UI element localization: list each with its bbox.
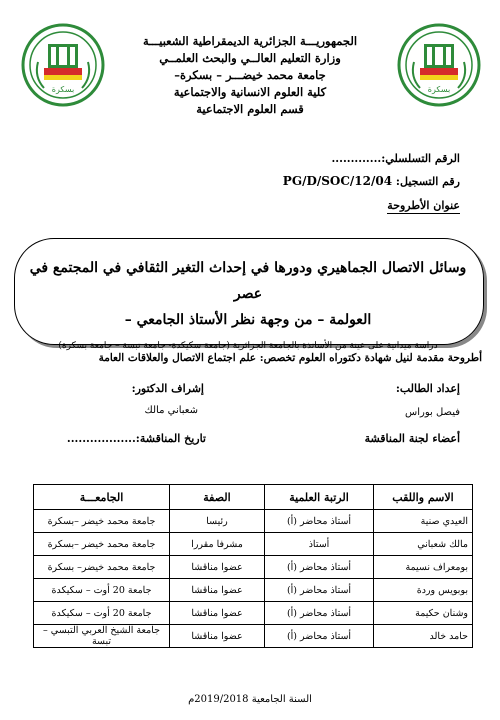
cell-university: جامعة 20 أوت – سكيكدة — [34, 579, 170, 602]
cell-name: وشنان حكيمة — [374, 602, 473, 625]
university-seal-icon — [396, 22, 482, 108]
supervisor-name: شعباني مالك — [144, 405, 198, 416]
cell-role: عضوا مناقشا — [170, 556, 265, 579]
cell-rank: أستاذ — [265, 533, 374, 556]
jury-table — [33, 484, 473, 648]
academic-year: السنة الجامعية 2019/2018م — [188, 694, 312, 705]
header-line-republic: الجمهوريـــة الجزائرية الديمقراطية الشعبيـــة — [142, 34, 358, 48]
registration-value: 04/PG/D/SOC/12 — [282, 174, 393, 188]
degree-statement: أطروحة مقدمة لنيل شهادة دكتوراه العلوم تخصص: علم اجتماع الاتصال والعلاقات العامة — [98, 352, 482, 364]
table-row — [34, 602, 473, 625]
cell-name: العيدي صنية — [374, 510, 473, 533]
thesis-title-line2: العولمة – من وجهة نظر الأستاذ الجامعي – — [124, 312, 372, 328]
cell-university: جامعة محمد خيضر –بسكرة — [34, 533, 170, 556]
student-name: فيصل بوراس — [405, 407, 460, 418]
registration-number — [283, 174, 460, 188]
institution-header — [110, 33, 390, 118]
cell-role: عضوا مناقشا — [170, 602, 265, 625]
cell-role: عضوا مناقشا — [170, 579, 265, 602]
thesis-title — [28, 255, 468, 353]
cell-rank: أستاذ محاضر (أ) — [265, 602, 374, 625]
cell-name: حامد خالد — [374, 625, 473, 648]
header-line-university: جامعة محمد خيضـــر – بسكرة– — [174, 68, 326, 82]
cell-rank: أستاذ محاضر (أ) — [265, 556, 374, 579]
svg-text:بسكرة: بسكرة — [427, 85, 451, 94]
registration-label: رقم التسجيل: — [392, 175, 460, 188]
table-row — [34, 625, 473, 648]
svg-text:بسكرة: بسكرة — [51, 85, 75, 94]
cell-rank: أستاذ محاضر (أ) — [265, 579, 374, 602]
header-name: الاسم واللقب — [374, 485, 473, 510]
cell-university: جامعة محمد خيضر– بسكرة — [34, 556, 170, 579]
cell-name: بومعراف نسيمة — [374, 556, 473, 579]
cell-university: جامعة محمد خيضر –بسكرة — [34, 510, 170, 533]
defense-date: تاريخ المناقشة:.................. — [66, 432, 206, 445]
table-row — [34, 533, 473, 556]
student-label: إعداد الطالب: — [395, 382, 460, 395]
university-logo-right — [396, 22, 482, 108]
thesis-title-line1: وسائل الاتصال الجماهيري ودورها في إحداث التغير الثقافي في المجتمع في عصر — [29, 260, 467, 302]
header-university: الجامعـــة — [34, 485, 170, 510]
supervisor-label: إشراف الدكتور: — [131, 382, 204, 395]
table-row — [34, 556, 473, 579]
cell-role: مشرفا مقررا — [170, 533, 265, 556]
cell-university: جامعة 20 أوت – سكيكدة — [34, 602, 170, 625]
table-header-row — [34, 485, 473, 510]
table-row — [34, 510, 473, 533]
cell-name: بوبويس وردة — [374, 579, 473, 602]
university-seal-icon — [20, 22, 106, 108]
header-line-ministry: وزارة التعليم العالــي والبحث العلمــي — [159, 51, 341, 65]
cell-university: جامعة الشيخ العربي التبسي – تبسة — [34, 625, 170, 648]
header-line-department: قسم العلوم الاجتماعية — [196, 102, 304, 116]
university-logo-left — [20, 22, 106, 108]
cell-role: رئيسا — [170, 510, 265, 533]
serial-number: الرقم التسلسلي:............. — [331, 152, 460, 165]
thesis-subtitle: دراسة ميدانية على عينة من الأساتذة بالجامعة الجزائرية (جامعة سكيكدة- جامعة تبسة – جامعة بسكرة) — [58, 341, 438, 351]
header-rank: الرتبة العلمية — [265, 485, 374, 510]
committee-label: أعضاء لجنة المناقشة — [364, 432, 460, 445]
cell-rank: أستاذ محاضر (أ) — [265, 625, 374, 648]
cell-rank: أستاذ محاضر (أ) — [265, 510, 374, 533]
cell-role: عضوا مناقشا — [170, 625, 265, 648]
thesis-title-label: عنوان الأطروحة — [387, 199, 460, 212]
cell-name: مالك شعباني — [374, 533, 473, 556]
header-role: الصفة — [170, 485, 265, 510]
table-row — [34, 579, 473, 602]
header-line-faculty: كلية العلوم الانسانية والاجتماعية — [173, 85, 327, 99]
